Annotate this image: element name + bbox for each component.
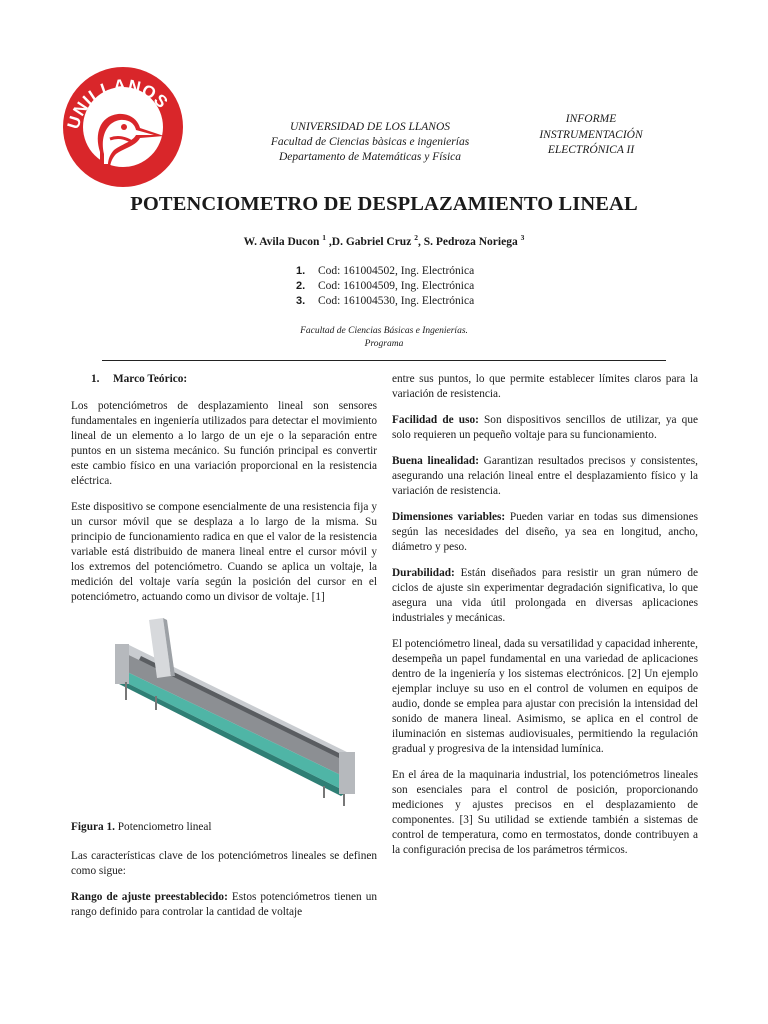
report-line: INFORME	[565, 113, 617, 125]
paragraph: Este dispositivo se compone esencialmente de una resistencia fija y un cursor móvil que se desplaza a lo largo de la misma. Su principio de funcionamiento radica en que el valor de la resistencia variable está distribuido de manera lineal entre el cursor móvil y los extremos del potenciómetro. Cuando se aplica un voltaje, la medición del voltaje varía según la posición del cursor en el potenciómetro, actuando como un divisor de voltaje. [1]	[71, 501, 377, 603]
header-divider	[102, 360, 666, 361]
code-text: Cod: 161004502, Ing. Electrónica	[318, 265, 475, 277]
university-header	[236, 120, 504, 165]
author-affiliation: 3	[520, 233, 525, 242]
section-number: 1.	[91, 373, 100, 385]
code-number: 1.	[296, 265, 306, 277]
term: Durabilidad:	[392, 567, 455, 579]
paragraph: entre sus puntos, lo que permite establecer límites claros para la variación de resistencia.	[392, 373, 698, 400]
section-heading	[91, 372, 377, 387]
paper-title: POTENCIOMETRO DE DESPLAZAMIENTO LINEAL	[130, 193, 638, 215]
university-name: UNIVERSIDAD DE LOS LLANOS	[289, 121, 451, 133]
code-text: Cod: 161004509, Ing. Electrónica	[318, 280, 475, 292]
report-type	[518, 112, 664, 159]
figure-caption	[71, 820, 377, 835]
code-number: 2.	[296, 280, 306, 292]
authors	[0, 233, 768, 248]
author-name: W. Avila Ducon	[243, 235, 323, 248]
paragraph: En el área de la maquinaria industrial, los potenciómetros lineales son esenciales para el control de posición, proporcionando mediciones y ajustes precisos en el desplazamiento de componentes. [3] Su utilidad se extiende también a sistemas de control de temperatura, como en termostatos, donde contribuyen a la configuración precisa de los parámetros térmicos.	[392, 769, 698, 856]
term-description: Están diseñados para resistir un gran número de ciclos de ajuste sin experimentar degradación significativa, lo que asegura una vida útil prolongada en diversas aplicaciones industriales y mecánicas.	[392, 567, 698, 624]
linear-potentiometer-image	[111, 616, 361, 806]
author-name: ,D. Gabriel Cruz	[326, 235, 415, 248]
department-name: Departamento de Matemáticas y Física	[278, 151, 462, 163]
paragraph	[71, 890, 377, 920]
paragraph	[392, 566, 698, 626]
faculty-name: Facultad de Ciencias bàsicas e ingenierías	[270, 136, 470, 148]
paragraph	[392, 510, 698, 555]
code-item	[296, 294, 556, 309]
affiliation	[0, 325, 768, 351]
term-description: Pueden variar en todas sus dimensiones según las necesidades del diseño, ya sea en longitud, ancho, diámetro y peso.	[392, 511, 698, 553]
university-logo	[60, 64, 186, 190]
figure-caption-text: Potenciometro lineal	[114, 821, 212, 833]
author-codes	[296, 264, 556, 309]
report-line: ELECTRÓNICA II	[547, 144, 635, 156]
term-description: Estos potenciómetros tienen un rango definido para controlar la cantidad de voltaje	[71, 891, 378, 918]
term-description: Garantizan resultados precisos y consistentes, asegurando una relación lineal entre el desplazamiento físico y la variación de resistencia.	[392, 455, 698, 497]
term: Rango de ajuste preestablecido:	[71, 891, 228, 903]
figure-1	[71, 616, 377, 806]
figure-label: Figura 1.	[71, 821, 115, 833]
faculty-line: Facultad de Ciencias Básicas e Ingenierías.	[300, 326, 468, 336]
logo-text: UNILLANOS	[63, 75, 173, 132]
code-text: Cod: 161004530, Ing. Electrónica	[318, 295, 475, 307]
author-name: , S. Pedroza Noriega	[417, 235, 521, 248]
term: Buena linealidad:	[392, 455, 479, 467]
code-number: 3.	[296, 295, 306, 307]
section-title: Marco Teórico:	[113, 373, 188, 385]
author-affiliation: 1	[322, 233, 327, 242]
code-item	[296, 279, 556, 294]
term: Facilidad de uso:	[392, 414, 479, 426]
term-description: Son dispositivos sencillos de utilizar, ya que solo requieren un pequeño voltaje para su funcionamiento.	[392, 414, 698, 441]
author-affiliation: 2	[414, 233, 418, 242]
report-line: INSTRUMENTACIÓN	[539, 128, 643, 141]
program-line: Programa	[364, 339, 404, 349]
paragraph: El potenciómetro lineal, dada su versatilidad y capacidad inherente, desempeña un papel fundamental en una variedad de aplicaciones dentro de la ingeniería y los sistemas electrónicos. [2] Un ejemplo ejemplar incluye su uso en el control de volumen en equipos de audio, donde se emplea para ajustar con precisión la intensidad del sonido de manera lineal. Asimismo, se aplica en el control de iluminación en sistemas audiovisuales, permitiendo la regulación gradual y progresiva de la intensidad lumínica.	[392, 638, 698, 755]
paragraph	[392, 454, 698, 499]
left-column	[71, 372, 377, 931]
right-column	[392, 372, 698, 869]
paragraph: Las características clave de los potenciómetros lineales se definen como sigue:	[71, 850, 377, 877]
paragraph	[392, 413, 698, 443]
code-item	[296, 264, 556, 279]
term: Dimensiones variables:	[392, 511, 506, 523]
duck-logo-icon	[60, 64, 186, 190]
paragraph: Los potenciómetros de desplazamiento lineal son sensores fundamentales en ingeniería utilizados para detectar el movimiento lineal de un elemento a lo largo de un eje o la separación entre puntos en un sistema mecánico. Su función principal es convertir este cambio físico en una variación proporcional en la resistencia eléctrica.	[71, 400, 377, 487]
